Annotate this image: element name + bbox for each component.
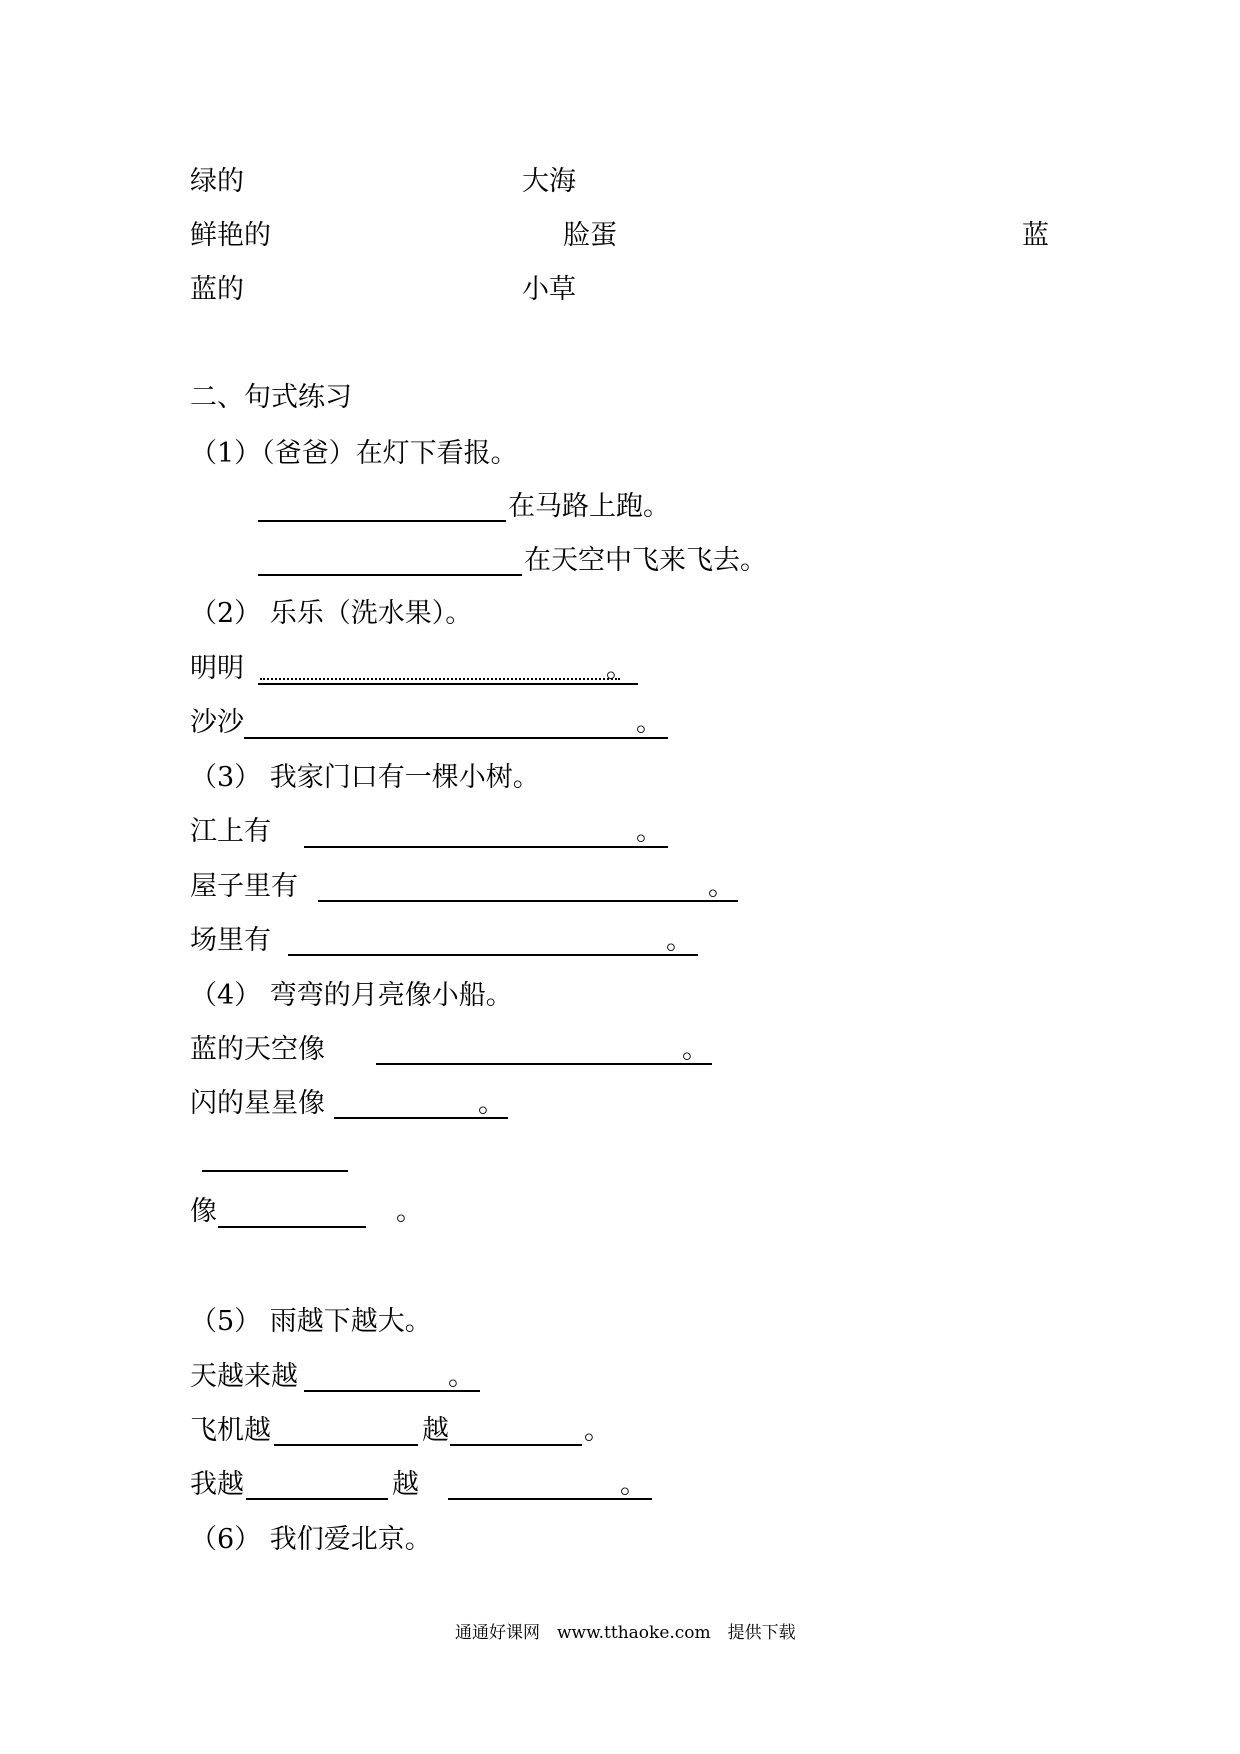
- match-right-3: 小草: [522, 274, 576, 305]
- q3-line1-label: 江上有: [190, 816, 271, 847]
- match-left-1: 绿的: [190, 166, 244, 197]
- q6-example: （6） 我们爱北京。: [190, 1524, 432, 1555]
- q3-blank-2[interactable]: [318, 900, 738, 902]
- match-left-3: 蓝的: [190, 274, 244, 305]
- q2-dotted-guide: [260, 678, 620, 680]
- q4-line1-end: 。: [682, 1034, 709, 1065]
- q4-blank-subject[interactable]: [202, 1170, 348, 1172]
- q4-line3-end: 。: [396, 1196, 423, 1227]
- q4-blank-1[interactable]: [376, 1063, 712, 1065]
- q3-line2-end: 。: [708, 871, 735, 902]
- q3-blank-1[interactable]: [304, 846, 668, 848]
- q4-line1-label: 蓝的天空像: [190, 1034, 325, 1065]
- q3-blank-3[interactable]: [288, 954, 698, 956]
- section-heading: 二、句式练习: [190, 382, 352, 413]
- q2-example: （2） 乐乐（洗水果）。: [190, 598, 473, 629]
- match-right-1: 大海: [522, 166, 576, 197]
- match-extra: 蓝: [1022, 220, 1049, 251]
- q2-line1-label: 明明: [190, 653, 244, 684]
- q5-line2-end: 。: [584, 1415, 611, 1446]
- q3-example: （3） 我家门口有一棵小树。: [190, 762, 540, 793]
- q2-line2-end: 。: [636, 707, 663, 738]
- match-right-2: 脸蛋: [563, 220, 617, 251]
- q5-blank-3a[interactable]: [246, 1498, 388, 1500]
- q5-line1-label: 天越来越: [190, 1361, 298, 1392]
- q1-line1-text: 在马路上跑。: [508, 491, 670, 522]
- q3-line3-end: 。: [666, 925, 693, 956]
- q5-line3-end: 。: [620, 1469, 647, 1500]
- q4-blank-3[interactable]: [218, 1226, 366, 1228]
- q5-blank-2a[interactable]: [274, 1444, 418, 1446]
- q5-line3-mid: 越: [392, 1469, 419, 1500]
- q4-line3-label: 像: [190, 1196, 217, 1227]
- q5-line2-mid: 越: [422, 1415, 449, 1446]
- q5-example: （5） 雨越下越大。: [190, 1306, 432, 1337]
- q5-line2-label: 飞机越: [190, 1415, 271, 1446]
- q1-example: （1）（爸爸）在灯下看报。: [190, 438, 518, 469]
- page-footer: 通通好课网 www.tthaoke.com 提供下载: [455, 1623, 796, 1643]
- q1-blank-1[interactable]: [258, 520, 506, 522]
- q5-line3-label: 我越: [190, 1469, 244, 1500]
- match-left-2: 鲜艳的: [190, 220, 271, 251]
- q3-line3-label: 场里有: [190, 925, 271, 956]
- q3-line2-label: 屋子里有: [190, 871, 298, 902]
- q5-blank-2b[interactable]: [450, 1444, 582, 1446]
- q4-line2-label: 闪的星星像: [190, 1088, 325, 1119]
- q4-example: （4） 弯弯的月亮像小船。: [190, 980, 513, 1011]
- q5-line1-end: 。: [448, 1361, 475, 1392]
- q3-line1-end: 。: [636, 816, 663, 847]
- q2-line2-label: 沙沙: [190, 707, 244, 738]
- q2-blank-1[interactable]: [258, 683, 638, 685]
- q1-blank-2[interactable]: [258, 574, 522, 576]
- q4-line2-end: 。: [478, 1088, 505, 1119]
- q2-line1-end: 。: [606, 653, 633, 684]
- q2-blank-2[interactable]: [244, 737, 668, 739]
- q1-line2-text: 在天空中飞来飞去。: [524, 545, 767, 576]
